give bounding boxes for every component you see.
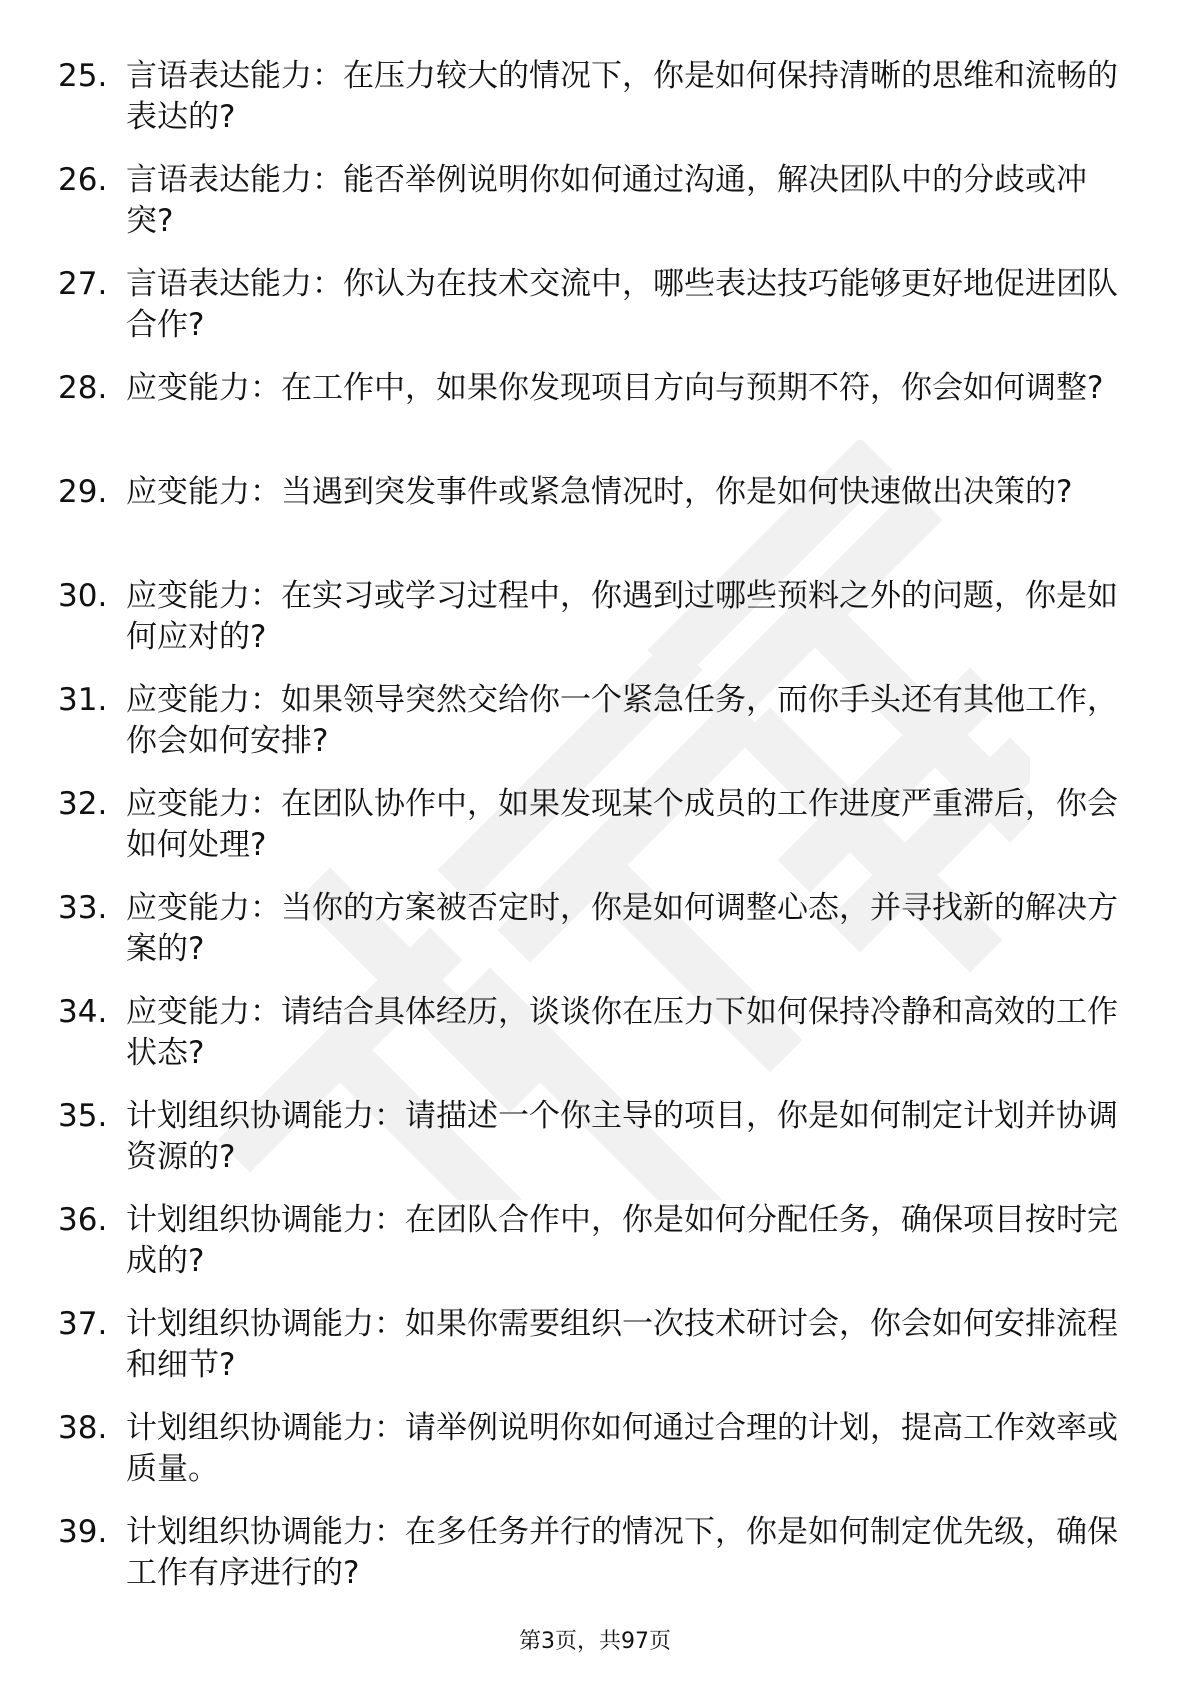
question-list (58, 56, 1138, 1616)
list-item (58, 368, 1138, 450)
question-text: 言语表达能力：你认为在技术交流中，哪些表达技巧能够更好地促进团队合作? (126, 266, 1118, 343)
question-text: 应变能力：在实习或学习过程中，你遇到过哪些预料之外的问题，你是如何应对的? (126, 578, 1118, 655)
list-item (58, 1200, 1138, 1282)
list-item (58, 1304, 1138, 1386)
list-item (58, 576, 1138, 658)
question-text: 应变能力：当遇到突发事件或紧急情况时，你是如何快速做出决策的? (126, 474, 1073, 510)
question-text: 应变能力：在工作中，如果你发现项目方向与预期不符，你会如何调整? (126, 370, 1104, 406)
question-number: 38. (58, 1410, 108, 1446)
list-item (58, 992, 1138, 1074)
question-number: 35. (58, 1098, 108, 1134)
list-item (58, 56, 1138, 138)
question-number: 29. (58, 474, 108, 510)
list-item (58, 888, 1138, 970)
question-text: 应变能力：在团队协作中，如果发现某个成员的工作进度严重滞后，你会如何处理? (126, 786, 1118, 863)
question-number: 26. (58, 162, 108, 198)
question-number: 28. (58, 370, 108, 406)
question-text: 计划组织协调能力：在多任务并行的情况下，你是如何制定优先级，确保工作有序进行的? (126, 1514, 1118, 1591)
question-number: 31. (58, 682, 108, 718)
question-text: 计划组织协调能力：请举例说明你如何通过合理的计划，提高工作效率或质量。 (126, 1410, 1118, 1487)
list-item (58, 160, 1138, 242)
question-text: 言语表达能力：在压力较大的情况下，你是如何保持清晰的思维和流畅的表达的? (126, 58, 1118, 135)
question-number: 32. (58, 786, 108, 822)
question-number: 25. (58, 58, 108, 94)
question-text: 言语表达能力：能否举例说明你如何通过沟通，解决团队中的分歧或冲突? (126, 162, 1087, 239)
list-item (58, 680, 1138, 762)
list-item (58, 784, 1138, 866)
question-number: 33. (58, 890, 108, 926)
question-number: 27. (58, 266, 108, 302)
list-item (58, 1096, 1138, 1178)
question-number: 37. (58, 1306, 108, 1342)
question-text: 计划组织协调能力：如果你需要组织一次技术研讨会，你会如何安排流程和细节? (126, 1306, 1118, 1383)
list-item (58, 1512, 1138, 1594)
question-text: 应变能力：如果领导突然交给你一个紧急任务，而你手头还有其他工作，你会如何安排? (126, 682, 1118, 759)
question-number: 36. (58, 1202, 108, 1238)
question-number: 30. (58, 578, 108, 614)
list-item (58, 472, 1138, 554)
question-text: 计划组织协调能力：在团队合作中，你是如何分配任务，确保项目按时完成的? (126, 1202, 1118, 1279)
list-item (58, 264, 1138, 346)
list-item (58, 1408, 1138, 1490)
page-footer: 第3页，共97页 (519, 1629, 671, 1654)
question-text: 应变能力：请结合具体经历，谈谈你在压力下如何保持冷静和高效的工作状态? (126, 994, 1118, 1071)
question-text: 计划组织协调能力：请描述一个你主导的项目，你是如何制定计划并协调资源的? (126, 1098, 1118, 1175)
question-text: 应变能力：当你的方案被否定时，你是如何调整心态，并寻找新的解决方案的? (126, 890, 1118, 967)
question-number: 34. (58, 994, 108, 1030)
question-number: 39. (58, 1514, 108, 1550)
